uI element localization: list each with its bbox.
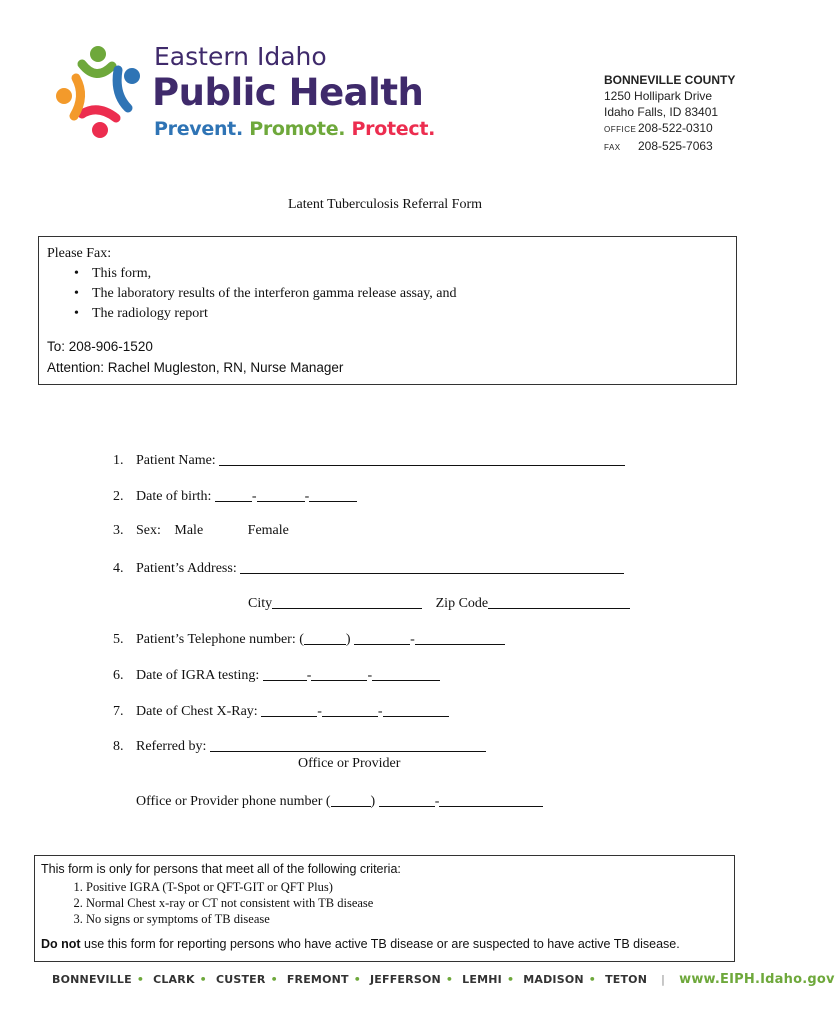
criteria-note bbox=[41, 936, 728, 952]
field-patient-address bbox=[113, 559, 624, 577]
igra-date-label: Date of IGRA testing: bbox=[136, 668, 260, 683]
referred-by-label: Referred by: bbox=[136, 739, 207, 754]
fax-heading: Please Fax: bbox=[47, 246, 112, 261]
city-input[interactable] bbox=[272, 594, 422, 609]
referred-by-caption: Office or Provider bbox=[298, 756, 401, 771]
field-referred-by bbox=[113, 737, 486, 755]
footer-divider: | bbox=[661, 973, 666, 986]
footer-separator: • bbox=[445, 973, 454, 986]
provider-line-input[interactable] bbox=[439, 792, 543, 807]
criteria-intro: This form is only for persons that meet all of the following criteria: bbox=[41, 862, 401, 876]
dash: - bbox=[317, 704, 322, 719]
footer-county: FREMONT bbox=[286, 973, 349, 986]
fax-items-list bbox=[47, 264, 728, 324]
field-number: 3. bbox=[113, 523, 124, 538]
dash: - bbox=[367, 668, 373, 683]
xray-year-input[interactable] bbox=[383, 702, 449, 717]
tagline-promote: Promote. bbox=[249, 118, 346, 140]
county-street: 1250 Hollipark Drive bbox=[604, 89, 713, 103]
patient-name-input[interactable] bbox=[219, 451, 625, 466]
footer-separator: • bbox=[136, 973, 145, 986]
igra-day-input[interactable] bbox=[311, 666, 367, 681]
xray-day-input[interactable] bbox=[322, 702, 378, 717]
igra-month-input[interactable] bbox=[263, 666, 307, 681]
office-label: OFFICE bbox=[604, 125, 637, 134]
patient-name-label: Patient Name: bbox=[136, 453, 216, 468]
city-label: City bbox=[248, 596, 273, 611]
dash: - bbox=[306, 668, 312, 683]
telephone-area-code-input[interactable] bbox=[304, 630, 346, 645]
county-name: BONNEVILLE COUNTY bbox=[604, 73, 736, 87]
dash: - bbox=[410, 632, 415, 647]
tagline-prevent: Prevent. bbox=[154, 118, 243, 140]
provider-phone-label: Office or Provider phone number bbox=[136, 794, 323, 809]
fax-item: • This form, bbox=[92, 264, 728, 284]
xray-date-label: Date of Chest X-Ray: bbox=[136, 704, 258, 719]
field-number: 5. bbox=[113, 632, 124, 647]
field-chest-xray-date bbox=[113, 702, 449, 720]
field-city-zip bbox=[248, 594, 630, 612]
fax-to: To: 208-906-1520 bbox=[47, 339, 153, 354]
criteria-list bbox=[41, 879, 728, 927]
criteria-item: 3. No signs or symptoms of TB disease bbox=[86, 911, 728, 927]
logo-tagline bbox=[154, 118, 435, 140]
footer-website-link[interactable]: www.EIPH.Idaho.gov bbox=[679, 972, 835, 987]
field-number: 1. bbox=[113, 453, 124, 468]
fax-attention: Attention: Rachel Mugleston, RN, Nurse Manager bbox=[47, 360, 344, 375]
footer-county: MADISON bbox=[523, 973, 584, 986]
provider-area-code-input[interactable] bbox=[331, 792, 371, 807]
dash: - bbox=[304, 489, 310, 504]
field-number: 4. bbox=[113, 561, 124, 576]
dob-month-input[interactable] bbox=[215, 487, 252, 502]
footer-separator: • bbox=[588, 973, 597, 986]
dash: - bbox=[434, 794, 440, 809]
field-number: 6. bbox=[113, 668, 124, 683]
footer-separator: • bbox=[270, 973, 278, 986]
dob-day-input[interactable] bbox=[257, 487, 305, 502]
sex-label: Sex: bbox=[136, 523, 161, 538]
field-sex bbox=[113, 523, 289, 539]
criteria-note-text: use this form for reporting persons who have active TB disease or are suspected to have active TB disease. bbox=[80, 937, 680, 951]
provider-prefix-input[interactable] bbox=[379, 792, 435, 807]
igra-year-input[interactable] bbox=[372, 666, 440, 681]
county-city: Idaho Falls, ID 83401 bbox=[604, 105, 719, 119]
logo-eastern-idaho: Eastern Idaho bbox=[154, 42, 327, 71]
criteria-item: 2. Normal Chest x-ray or CT not consistent with TB disease bbox=[86, 895, 728, 911]
footer-county: TETON bbox=[605, 973, 648, 986]
eiph-logo bbox=[52, 40, 452, 145]
footer-county: LEMHI bbox=[462, 973, 502, 986]
footer-counties bbox=[52, 972, 835, 987]
sex-option-male[interactable]: Male bbox=[174, 523, 204, 538]
telephone-label: Patient’s Telephone number: bbox=[136, 632, 296, 647]
paren: ) bbox=[370, 794, 376, 809]
people-circle-logo-icon bbox=[52, 42, 142, 142]
fax-item: • The laboratory results of the interferon gamma release assay, and bbox=[92, 284, 728, 304]
address-label: Patient’s Address: bbox=[136, 561, 237, 576]
fax-phone: 208-525-7063 bbox=[638, 139, 713, 153]
xray-month-input[interactable] bbox=[261, 702, 317, 717]
field-date-of-birth bbox=[113, 487, 357, 505]
county-fax-line bbox=[604, 138, 735, 156]
zip-label: Zip Code bbox=[435, 596, 489, 611]
criteria-box bbox=[34, 855, 735, 962]
field-patient-name bbox=[113, 451, 625, 469]
paren: ( bbox=[325, 794, 331, 809]
fax-label: FAX bbox=[604, 143, 621, 152]
telephone-line-input[interactable] bbox=[415, 630, 505, 645]
dash: - bbox=[251, 489, 257, 504]
footer-county: BONNEVILLE bbox=[52, 973, 132, 986]
tagline-protect: Protect. bbox=[351, 118, 436, 140]
referred-by-input[interactable] bbox=[210, 737, 486, 752]
field-number: 8. bbox=[113, 739, 124, 754]
criteria-item: 1. Positive IGRA (T-Spot or QFT-GIT or QFT Plus) bbox=[86, 879, 728, 895]
office-phone: 208-522-0310 bbox=[638, 121, 713, 135]
zip-input[interactable] bbox=[488, 594, 630, 609]
logo-public-health: Public Health bbox=[152, 71, 424, 114]
footer-county: JEFFERSON bbox=[370, 973, 441, 986]
fax-instructions-box bbox=[38, 236, 737, 385]
footer-county: CLARK bbox=[153, 973, 195, 986]
county-office-line bbox=[604, 120, 735, 138]
field-igra-date bbox=[113, 666, 440, 684]
field-provider-phone bbox=[136, 792, 543, 810]
footer-separator: • bbox=[506, 973, 515, 986]
dash: - bbox=[377, 704, 383, 719]
dob-label: Date of birth: bbox=[136, 489, 212, 504]
footer-separator: • bbox=[353, 973, 361, 986]
field-number: 7. bbox=[113, 704, 124, 719]
field-patient-telephone bbox=[113, 630, 505, 648]
paren: ) bbox=[345, 632, 351, 647]
footer-county: CUSTER bbox=[215, 973, 266, 986]
field-number: 2. bbox=[113, 489, 124, 504]
criteria-note-emphasis: Do not bbox=[41, 937, 81, 951]
form-title: Latent Tuberculosis Referral Form bbox=[287, 197, 483, 212]
county-address-block bbox=[604, 72, 735, 156]
footer-separator: • bbox=[199, 973, 207, 986]
fax-item: • The radiology report bbox=[92, 304, 728, 324]
paren: ( bbox=[299, 632, 304, 647]
dob-year-input[interactable] bbox=[309, 487, 357, 502]
sex-option-female[interactable]: Female bbox=[247, 523, 289, 538]
telephone-prefix-input[interactable] bbox=[354, 630, 410, 645]
address-input[interactable] bbox=[240, 559, 624, 574]
